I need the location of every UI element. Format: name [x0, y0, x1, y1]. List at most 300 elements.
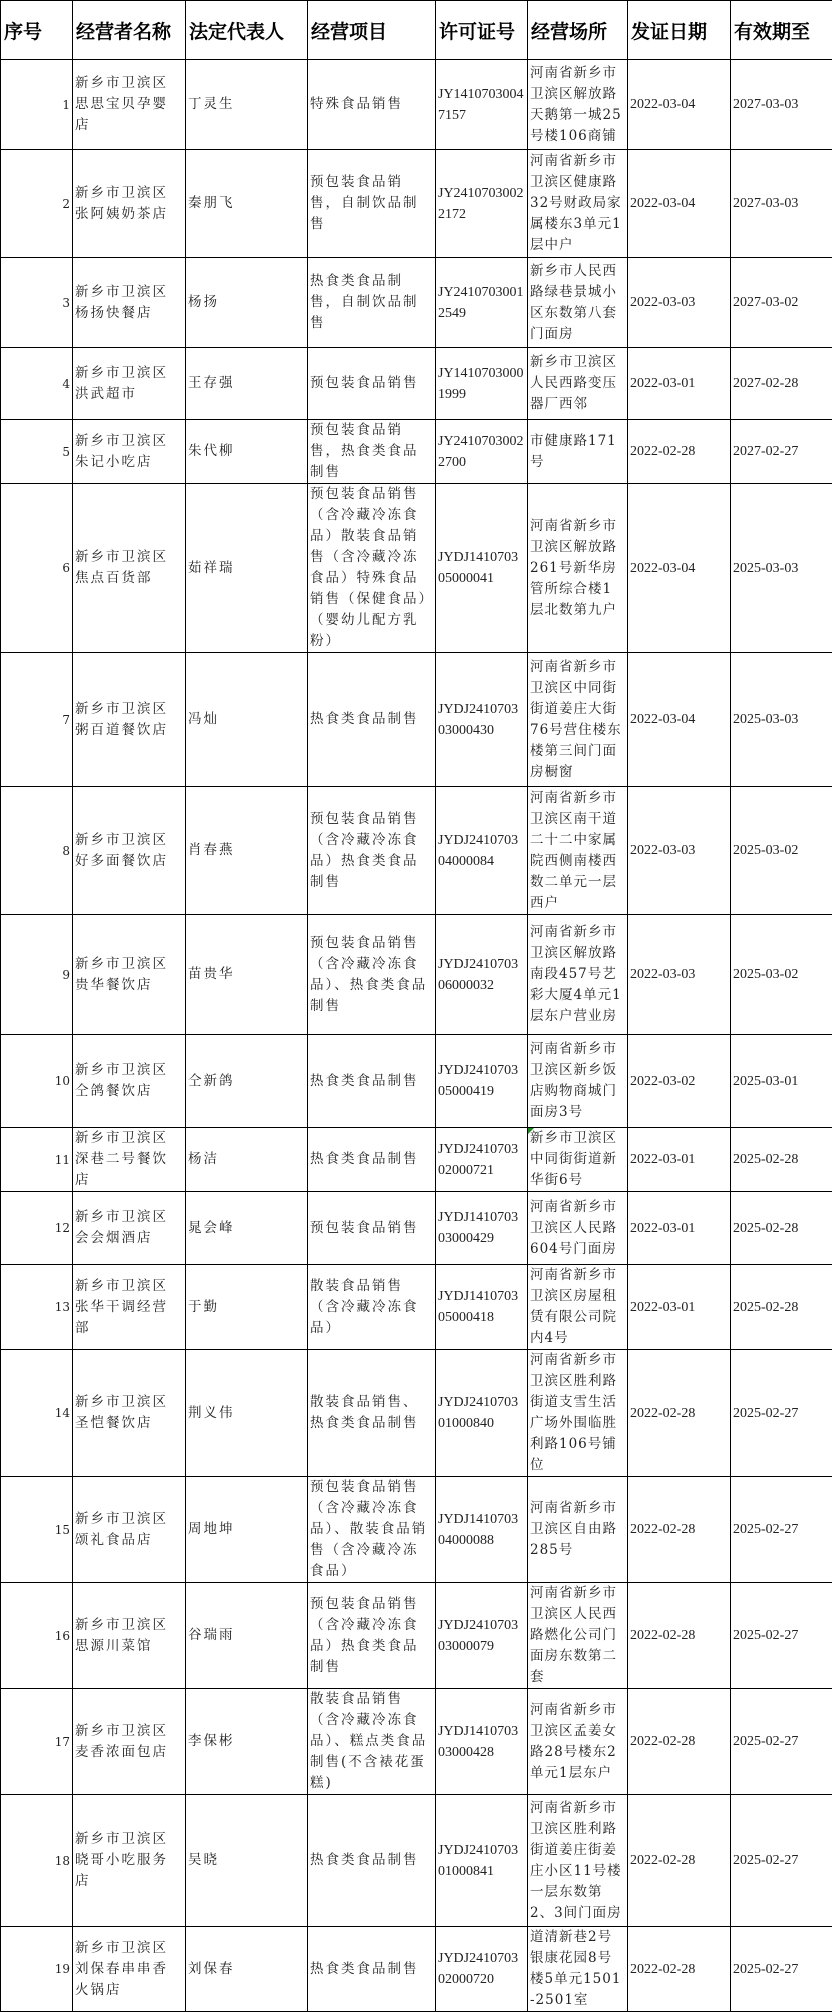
table-row — [1, 1689, 832, 1795]
issue-date: 2022-03-04 — [630, 196, 695, 211]
expiry-date: 2027-03-03 — [733, 196, 798, 211]
issue-date-cell[interactable] — [628, 1927, 731, 2012]
license-number: JYDJ241070303000430 — [438, 702, 518, 738]
table-row — [1, 258, 832, 348]
row-number-cell[interactable] — [1, 1927, 73, 2012]
legal-rep-cell[interactable] — [186, 150, 308, 258]
row-number: 16 — [55, 1629, 70, 1643]
business-scope: 预包装食品销售 — [310, 1220, 419, 1236]
business-name: 新乡市卫滨区思源川菜馆 — [75, 1617, 168, 1654]
row-number-cell[interactable] — [1, 1265, 73, 1350]
business-address-cell[interactable] — [528, 150, 628, 258]
business-name: 新乡市卫滨区会会烟酒店 — [75, 1209, 168, 1246]
cell-flag-icon — [528, 1128, 534, 1134]
expiry-date: 2025-02-27 — [733, 1522, 798, 1537]
license-number-cell[interactable] — [436, 348, 528, 420]
issue-date: 2022-02-28 — [630, 1628, 695, 1643]
license-number-cell[interactable] — [436, 1350, 528, 1477]
expiry-date: 2025-02-28 — [733, 1152, 798, 1167]
business-name-cell[interactable] — [73, 484, 186, 653]
issue-date-cell[interactable] — [628, 258, 731, 348]
legal-rep-cell[interactable] — [186, 420, 308, 484]
issue-date-cell[interactable] — [628, 1265, 731, 1350]
expiry-date-cell[interactable] — [731, 1265, 832, 1350]
business-scope: 预包装食品销售，自制饮品制售 — [310, 174, 419, 232]
business-address-cell[interactable] — [528, 1265, 628, 1350]
expiry-date-cell[interactable] — [731, 1689, 832, 1795]
business-scope: 热食类食品制售 — [310, 1852, 419, 1868]
business-scope: 预包装食品销售（含冷藏冷冻食品）、热食类食品制售 — [310, 935, 427, 1014]
business-scope-cell[interactable] — [308, 1477, 436, 1583]
expiry-date: 2027-03-03 — [733, 97, 798, 112]
table-row — [1, 1192, 832, 1265]
business-name: 新乡市卫滨区麦香浓面包店 — [75, 1723, 168, 1760]
legal-rep-cell[interactable] — [186, 1583, 308, 1689]
business-address: 市健康路171号 — [530, 433, 617, 470]
legal-rep-cell[interactable] — [186, 484, 308, 653]
business-address-cell[interactable] — [528, 653, 628, 787]
business-address-cell[interactable] — [528, 1583, 628, 1689]
row-number-cell[interactable] — [1, 1689, 73, 1795]
business-address: 河南省新乡市卫滨区胜利路街道姜庄街姜庄小区11号楼一层东数第2、3间门面房 — [530, 1800, 622, 1921]
business-scope: 热食类食品制售，自制饮品制售 — [310, 273, 419, 331]
row-number-cell[interactable] — [1, 150, 73, 258]
legal-rep: 李保彬 — [188, 1733, 235, 1749]
business-scope: 热食类食品制售 — [310, 1151, 419, 1167]
business-scope-cell[interactable] — [308, 1927, 436, 2012]
header-license[interactable]: 许可证号 — [436, 1, 528, 60]
table-row — [1, 348, 832, 420]
expiry-date: 2025-03-01 — [733, 1074, 798, 1089]
business-scope-cell[interactable] — [308, 1035, 436, 1128]
business-scope: 特殊食品销售 — [310, 96, 403, 112]
license-number: JYDJ241070304000084 — [438, 833, 518, 869]
legal-rep-cell[interactable] — [186, 1350, 308, 1477]
business-address-cell[interactable] — [528, 484, 628, 653]
business-name: 新乡市卫滨区粥百道餐饮店 — [75, 701, 168, 738]
header-address[interactable]: 经营场所 — [528, 1, 628, 60]
business-scope-cell[interactable] — [308, 1583, 436, 1689]
business-address: 新乡市卫滨区人民西路变压器厂西邻 — [530, 354, 617, 412]
license-number-cell[interactable] — [436, 484, 528, 653]
legal-rep-cell[interactable] — [186, 258, 308, 348]
business-address: 河南省新乡市卫滨区孟姜女路28号楼东2单元1层东户 — [530, 1702, 617, 1781]
business-name-cell[interactable] — [73, 1350, 186, 1477]
business-name: 新乡市卫滨区朱记小吃店 — [75, 433, 168, 470]
legal-rep: 晁会峰 — [188, 1220, 235, 1236]
business-name-cell[interactable] — [73, 1477, 186, 1583]
business-name-cell[interactable] — [73, 60, 186, 150]
expiry-date-cell[interactable] — [731, 348, 832, 420]
legal-rep-cell[interactable] — [186, 1477, 308, 1583]
issue-date-cell[interactable] — [628, 1583, 731, 1689]
row-number-cell[interactable] — [1, 1192, 73, 1265]
expiry-date: 2025-02-28 — [733, 1221, 798, 1236]
business-name: 新乡市卫滨区张华干调经营部 — [75, 1278, 168, 1336]
legal-rep: 杨洁 — [188, 1151, 219, 1167]
row-number-cell[interactable] — [1, 1583, 73, 1689]
row-number: 12 — [55, 1221, 70, 1235]
expiry-date-cell[interactable] — [731, 1350, 832, 1477]
header-issued[interactable]: 发证日期 — [628, 1, 731, 60]
business-scope-cell[interactable] — [308, 348, 436, 420]
expiry-date: 2027-03-02 — [733, 295, 798, 310]
issue-date: 2022-03-02 — [630, 1074, 695, 1089]
business-address-cell[interactable] — [528, 915, 628, 1035]
business-address-cell[interactable] — [528, 420, 628, 484]
business-address-cell[interactable] — [528, 60, 628, 150]
business-address: 河南省新乡市卫滨区解放路261号新华房管所综合楼1层北数第九户 — [530, 518, 617, 618]
expiry-date: 2025-02-27 — [733, 1962, 798, 1977]
row-number-cell[interactable] — [1, 60, 73, 150]
issue-date-cell[interactable] — [628, 1689, 731, 1795]
license-number-cell[interactable] — [436, 1035, 528, 1128]
expiry-date: 2027-02-28 — [733, 376, 798, 391]
expiry-date-cell[interactable] — [731, 150, 832, 258]
header-name[interactable]: 经营者名称 — [73, 1, 186, 60]
license-number-cell[interactable] — [436, 1927, 528, 2012]
business-name-cell[interactable] — [73, 420, 186, 484]
business-scope-cell[interactable] — [308, 1265, 436, 1350]
business-scope-cell[interactable] — [308, 1689, 436, 1795]
license-number-cell[interactable] — [436, 1689, 528, 1795]
legal-rep-cell[interactable] — [186, 1689, 308, 1795]
legal-rep-cell[interactable] — [186, 1265, 308, 1350]
legal-rep-cell[interactable] — [186, 1927, 308, 2012]
license-number: JYDJ141070305000041 — [438, 550, 518, 586]
business-address-cell[interactable] — [528, 348, 628, 420]
row-number-cell[interactable] — [1, 420, 73, 484]
business-name-cell[interactable] — [73, 1192, 186, 1265]
license-number-cell[interactable] — [436, 1477, 528, 1583]
business-scope: 预包装食品销售（含冷藏冷冻食品）热食类食品制售 — [310, 811, 419, 890]
legal-rep-cell[interactable] — [186, 787, 308, 915]
row-number: 9 — [62, 968, 70, 982]
business-name: 新乡市卫滨区洪武超市 — [75, 365, 168, 402]
issue-date-cell[interactable] — [628, 915, 731, 1035]
issue-date: 2022-03-04 — [630, 561, 695, 576]
issue-date-cell[interactable] — [628, 787, 731, 915]
business-address-cell[interactable] — [528, 787, 628, 915]
business-name-cell[interactable] — [73, 258, 186, 348]
business-scope-cell[interactable] — [308, 258, 436, 348]
issue-date-cell[interactable] — [628, 60, 731, 150]
license-number-cell[interactable] — [436, 653, 528, 787]
license-number: JYDJ241070301000841 — [438, 1843, 518, 1879]
row-number: 8 — [62, 844, 70, 858]
header-row — [1, 1, 832, 60]
row-number: 18 — [55, 1854, 70, 1868]
expiry-date-cell[interactable] — [731, 1927, 832, 2012]
legal-rep-cell[interactable] — [186, 348, 308, 420]
license-number-cell[interactable] — [436, 1192, 528, 1265]
table-row — [1, 150, 832, 258]
business-name: 新乡市卫滨区张阿姨奶茶店 — [75, 185, 168, 222]
business-name: 新乡市卫滨区晓哥小吃服务店 — [75, 1831, 168, 1889]
license-number-cell[interactable] — [436, 1795, 528, 1927]
business-address: 河南省新乡市卫滨区房屋租赁有限公司院内4号 — [530, 1267, 617, 1346]
header-rep[interactable]: 法定代表人 — [186, 1, 308, 60]
header-expires[interactable]: 有效期至 — [731, 1, 832, 60]
business-name-cell[interactable] — [73, 150, 186, 258]
expiry-date: 2025-03-02 — [733, 967, 798, 982]
expiry-date-cell[interactable] — [731, 484, 832, 653]
business-scope-cell[interactable] — [308, 915, 436, 1035]
license-number: JYDJ141070303000428 — [438, 1724, 518, 1760]
business-name-cell[interactable] — [73, 787, 186, 915]
license-number: JYDJ241070302000721 — [438, 1142, 518, 1178]
issue-date: 2022-02-28 — [630, 1734, 695, 1749]
license-number: JYDJ241070306000032 — [438, 957, 518, 993]
row-number: 5 — [62, 445, 70, 459]
business-address: 河南省新乡市卫滨区南干道二十二中家属院西侧南楼西数二单元一层西户 — [530, 790, 617, 911]
business-address-cell[interactable] — [528, 258, 628, 348]
expiry-date-cell[interactable] — [731, 1583, 832, 1689]
issue-date: 2022-03-03 — [630, 843, 695, 858]
row-number: 19 — [55, 1962, 70, 1976]
row-number-cell[interactable] — [1, 1128, 73, 1192]
issue-date-cell[interactable] — [628, 1795, 731, 1927]
table-row — [1, 1350, 832, 1477]
issue-date-cell[interactable] — [628, 484, 731, 653]
expiry-date: 2025-02-27 — [733, 1406, 798, 1421]
row-number: 7 — [62, 713, 70, 727]
header-scope[interactable]: 经营项目 — [308, 1, 436, 60]
issue-date: 2022-03-01 — [630, 1221, 695, 1236]
business-scope-cell[interactable] — [308, 484, 436, 653]
license-number: JYDJ241070303000079 — [438, 1618, 518, 1654]
license-number-cell[interactable] — [436, 150, 528, 258]
row-number-cell[interactable] — [1, 258, 73, 348]
license-number-cell[interactable] — [436, 915, 528, 1035]
business-address: 河南省新乡市卫滨区新乡饭店购物商城门面房3号 — [530, 1041, 617, 1120]
business-scope: 预包装食品销售 — [310, 375, 419, 391]
table-row — [1, 1128, 832, 1192]
business-scope: 热食类食品制售 — [310, 711, 419, 727]
business-scope: 散装食品销售（含冷藏冷冻食品） — [310, 1278, 419, 1336]
business-name-cell[interactable] — [73, 1265, 186, 1350]
license-number: JY24107030022700 — [438, 434, 524, 470]
expiry-date-cell[interactable] — [731, 60, 832, 150]
row-number-cell[interactable] — [1, 787, 73, 915]
row-number: 6 — [62, 561, 70, 575]
issue-date: 2022-03-01 — [630, 1300, 695, 1315]
issue-date: 2022-02-28 — [630, 1853, 695, 1868]
legal-rep-cell[interactable] — [186, 1795, 308, 1927]
license-number-cell[interactable] — [436, 258, 528, 348]
issue-date: 2022-03-03 — [630, 967, 695, 982]
expiry-date-cell[interactable] — [731, 653, 832, 787]
business-address: 河南省新乡市卫滨区解放路南段457号艺彩大厦4单元1层东户营业房 — [530, 924, 622, 1024]
business-name-cell[interactable] — [73, 1583, 186, 1689]
issue-date-cell[interactable] — [628, 348, 731, 420]
legal-rep: 吴晓 — [188, 1852, 219, 1868]
header-no[interactable]: 序号 — [1, 1, 73, 60]
license-number-cell[interactable] — [436, 1583, 528, 1689]
issue-date: 2022-03-03 — [630, 295, 695, 310]
expiry-date: 2025-03-03 — [733, 561, 798, 576]
business-name-cell[interactable] — [73, 1689, 186, 1795]
issue-date: 2022-03-04 — [630, 97, 695, 112]
business-name: 新乡市卫滨区颂礼食品店 — [75, 1511, 168, 1548]
legal-rep: 丁灵生 — [188, 96, 235, 112]
legal-rep: 肖春燕 — [188, 842, 235, 858]
business-address-cell[interactable] — [528, 1689, 628, 1795]
license-number: JY24107030022172 — [438, 186, 524, 222]
business-address-cell[interactable] — [528, 1192, 628, 1265]
table-row — [1, 1795, 832, 1927]
expiry-date: 2025-02-27 — [733, 1628, 798, 1643]
business-address-cell[interactable] — [528, 1035, 628, 1128]
expiry-date-cell[interactable] — [731, 1035, 832, 1128]
license-number-cell[interactable] — [436, 1265, 528, 1350]
business-address-cell[interactable] — [528, 1927, 628, 2012]
table-row — [1, 1927, 832, 2012]
issue-date-cell[interactable] — [628, 1350, 731, 1477]
issue-date-cell[interactable] — [628, 420, 731, 484]
row-number: 10 — [55, 1074, 70, 1088]
expiry-date-cell[interactable] — [731, 787, 832, 915]
business-name-cell[interactable] — [73, 1795, 186, 1927]
row-number-cell[interactable] — [1, 348, 73, 420]
issue-date-cell[interactable] — [628, 150, 731, 258]
business-scope-cell[interactable] — [308, 420, 436, 484]
business-name-cell[interactable] — [73, 1128, 186, 1192]
legal-rep-cell[interactable] — [186, 653, 308, 787]
expiry-date-cell[interactable] — [731, 915, 832, 1035]
issue-date-cell[interactable] — [628, 1192, 731, 1265]
legal-rep-cell[interactable] — [186, 1192, 308, 1265]
legal-rep-cell[interactable] — [186, 1035, 308, 1128]
business-address: 河南省新乡市卫滨区解放路天鹅第一城25号楼106商铺 — [530, 65, 622, 144]
row-number-cell[interactable] — [1, 1477, 73, 1583]
business-name: 新乡市卫滨区深巷二号餐饮店 — [75, 1130, 168, 1188]
issue-date-cell[interactable] — [628, 1128, 731, 1192]
license-number-cell[interactable] — [436, 787, 528, 915]
row-number: 14 — [55, 1406, 70, 1420]
legal-rep-cell[interactable] — [186, 915, 308, 1035]
license-number-cell[interactable] — [436, 1128, 528, 1192]
expiry-date-cell[interactable] — [731, 1128, 832, 1192]
expiry-date: 2025-03-02 — [733, 843, 798, 858]
license-number-cell[interactable] — [436, 60, 528, 150]
business-address-cell[interactable] — [528, 1795, 628, 1927]
row-number: 11 — [55, 1153, 70, 1167]
business-name-cell[interactable] — [73, 348, 186, 420]
business-address: 河南省新乡市卫滨区中同街街道姜庄大街76号营住楼东楼第三间门面房橱窗 — [530, 659, 622, 780]
issue-date-cell[interactable] — [628, 1477, 731, 1583]
issue-date-cell[interactable] — [628, 1035, 731, 1128]
business-scope-cell[interactable] — [308, 653, 436, 787]
business-name-cell[interactable] — [73, 1927, 186, 2012]
business-name-cell[interactable] — [73, 653, 186, 787]
business-name: 新乡市卫滨区思思宝贝孕婴店 — [75, 75, 168, 133]
business-scope: 预包装食品销售，热食类食品制售 — [310, 422, 419, 480]
business-scope: 热食类食品制售 — [310, 1073, 419, 1089]
legal-rep: 仝新鸽 — [188, 1073, 235, 1089]
expiry-date-cell[interactable] — [731, 420, 832, 484]
table-row — [1, 653, 832, 787]
business-scope-cell[interactable] — [308, 1795, 436, 1927]
legal-rep: 于勤 — [188, 1299, 219, 1315]
table-row — [1, 484, 832, 653]
row-number-cell[interactable] — [1, 1350, 73, 1477]
business-scope-cell[interactable] — [308, 1128, 436, 1192]
business-scope: 热食类食品制售 — [310, 1961, 419, 1977]
row-number-cell[interactable] — [1, 915, 73, 1035]
issue-date: 2022-02-28 — [630, 444, 695, 459]
table-row — [1, 60, 832, 150]
row-number-cell[interactable] — [1, 1035, 73, 1128]
license-number-cell[interactable] — [436, 420, 528, 484]
expiry-date-cell[interactable] — [731, 1192, 832, 1265]
row-number-cell[interactable] — [1, 484, 73, 653]
business-name-cell[interactable] — [73, 1035, 186, 1128]
license-number: JYDJ241070305000419 — [438, 1063, 518, 1099]
expiry-date-cell[interactable] — [731, 1477, 832, 1583]
business-address-cell[interactable] — [528, 1128, 628, 1192]
table-row — [1, 1583, 832, 1689]
business-address-cell[interactable] — [528, 1350, 628, 1477]
legal-rep-cell[interactable] — [186, 1128, 308, 1192]
row-number-cell[interactable] — [1, 1795, 73, 1927]
business-name: 新乡市卫滨区仝鸽餐饮店 — [75, 1062, 168, 1099]
business-address: 新乡市人民西路绿巷景城小区东数第八套门面房 — [530, 263, 617, 342]
business-name-cell[interactable] — [73, 915, 186, 1035]
table-row — [1, 1265, 832, 1350]
business-address: 河南省新乡市卫滨区人民西路燃化公司门面房东数第二套 — [530, 1585, 617, 1685]
legal-rep: 荆义伟 — [188, 1405, 235, 1421]
business-name: 新乡市卫滨区圣恺餐饮店 — [75, 1394, 168, 1431]
license-number: JY14107030047157 — [438, 87, 524, 123]
license-number: JYDJ141070303000429 — [438, 1210, 518, 1246]
license-number: JYDJ141070304000088 — [438, 1512, 518, 1548]
legal-rep-cell[interactable] — [186, 60, 308, 150]
business-scope-cell[interactable] — [308, 1350, 436, 1477]
legal-rep: 秦朋飞 — [188, 195, 235, 211]
issue-date-cell[interactable] — [628, 653, 731, 787]
expiry-date-cell[interactable] — [731, 258, 832, 348]
business-address-cell[interactable] — [528, 1477, 628, 1583]
expiry-date-cell[interactable] — [731, 1795, 832, 1927]
expiry-date: 2025-02-27 — [733, 1734, 798, 1749]
row-number-cell[interactable] — [1, 653, 73, 787]
issue-date: 2022-03-01 — [630, 1152, 695, 1167]
business-address: 道清新巷2号银康花园8号楼5单元1501-2501室 — [530, 1929, 621, 2008]
legal-rep: 冯灿 — [188, 711, 219, 727]
business-scope-cell[interactable] — [308, 60, 436, 150]
legal-rep: 谷瑞雨 — [188, 1627, 235, 1643]
license-number: JY24107030012549 — [438, 285, 524, 321]
business-scope-cell[interactable] — [308, 787, 436, 915]
table-row — [1, 1035, 832, 1128]
business-address: 河南省新乡市卫滨区胜利路街道支雪生活广场外围临胜利路106号铺位 — [530, 1352, 617, 1473]
business-address: 河南省新乡市卫滨区人民路604号门面房 — [530, 1199, 617, 1257]
expiry-date: 2025-02-27 — [733, 1853, 798, 1868]
row-number: 4 — [62, 377, 70, 391]
business-address: 河南省新乡市卫滨区自由路285号 — [530, 1500, 617, 1558]
row-number: 13 — [55, 1300, 70, 1314]
business-scope: 预包装食品销售（含冷藏冷冻食品）散装食品销售（含冷藏冷冻食品）特殊食品销售（保健食品）（婴幼儿配方乳粉） — [310, 486, 427, 649]
license-number: JYDJ241070301000840 — [438, 1395, 518, 1431]
row-number: 2 — [62, 197, 70, 211]
business-scope-cell[interactable] — [308, 1192, 436, 1265]
issue-date: 2022-02-28 — [630, 1522, 695, 1537]
legal-rep: 周地坤 — [188, 1521, 235, 1537]
business-scope: 预包装食品销售（含冷藏冷冻食品）热食类食品制售 — [310, 1596, 419, 1675]
business-scope-cell[interactable] — [308, 150, 436, 258]
license-number: JYDJ141070305000418 — [438, 1289, 518, 1325]
